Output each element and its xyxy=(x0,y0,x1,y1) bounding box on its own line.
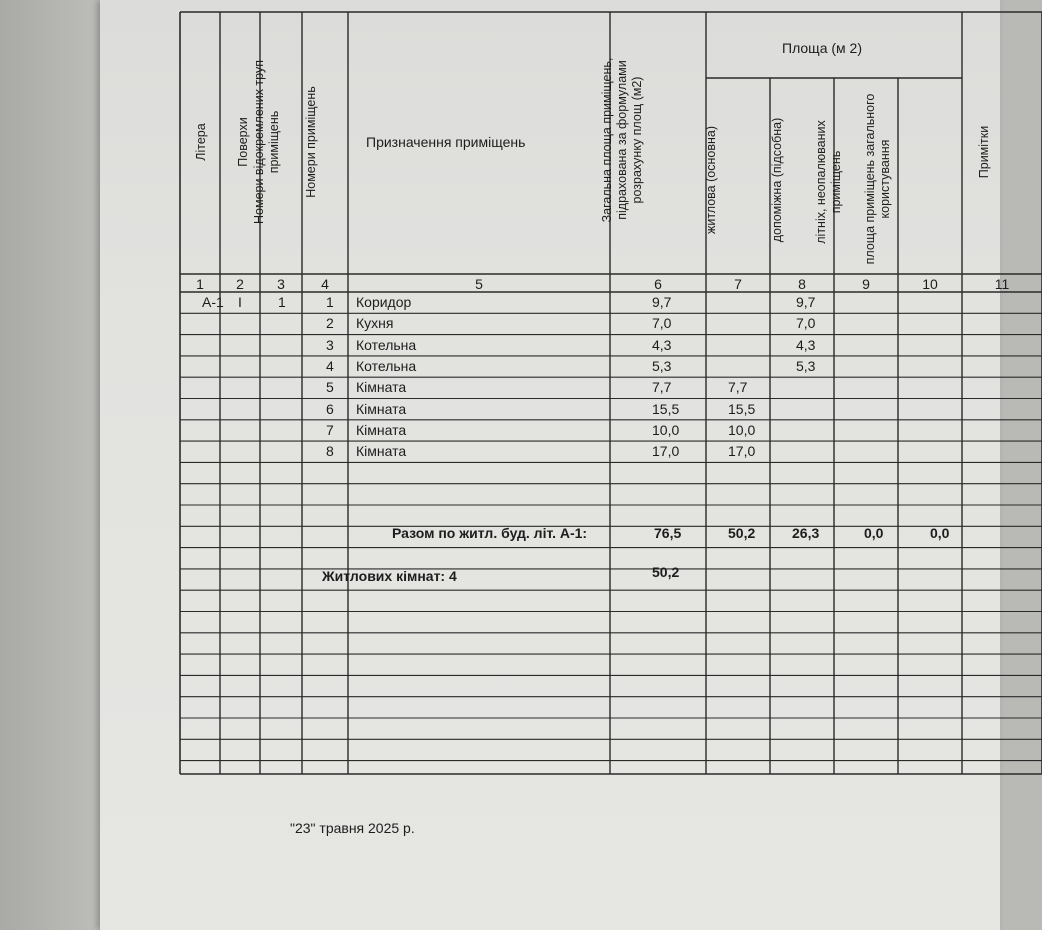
cell-purpose: Кухня xyxy=(356,315,394,332)
cell-purpose: Котельна xyxy=(356,357,417,374)
cell-total-area: 17,0 xyxy=(652,443,680,460)
cell-total-area: 5,3 xyxy=(652,357,672,374)
cell-room-number: 2 xyxy=(326,315,334,332)
header-room-groups: Номери відокремлених труп приміщень xyxy=(252,60,281,224)
room-area-table xyxy=(180,12,1042,774)
cell-living-area: 17,0 xyxy=(728,443,756,460)
totals-total: 76,5 xyxy=(654,525,682,541)
header-area-group: Площа (м 2) xyxy=(782,40,862,56)
cell-total-area: 7,0 xyxy=(652,315,672,332)
totals-label: Разом по житл. буд. літ. А-1: xyxy=(392,525,588,541)
cell-aux-area: 9,7 xyxy=(796,294,816,310)
cell-aux-area: 5,3 xyxy=(796,357,816,374)
cell-living-area: 7,7 xyxy=(728,379,748,396)
totals-common: 0,0 xyxy=(930,525,950,541)
header-living-area: житлова (основна) xyxy=(704,126,718,234)
column-number-5: 5 xyxy=(475,276,483,292)
header-floors: Поверхи xyxy=(236,117,250,167)
totals-living: 50,2 xyxy=(728,525,756,541)
cell-total-area: 9,7 xyxy=(652,294,672,310)
cell-living-area: 10,0 xyxy=(728,421,756,438)
cell-purpose: Кімната xyxy=(356,421,407,438)
cell-total-area: 7,7 xyxy=(652,379,672,396)
totals-summer: 0,0 xyxy=(864,525,884,541)
column-number-4: 4 xyxy=(321,276,329,292)
header-litera: Літера xyxy=(194,123,208,161)
cell-room-number: 6 xyxy=(326,400,334,417)
totals-aux: 26,3 xyxy=(792,525,820,541)
cell-room-number: 7 xyxy=(326,421,334,438)
cell-purpose: Кімната xyxy=(356,400,407,417)
cell-room-number: 4 xyxy=(326,357,334,374)
rooms-summary-value: 50,2 xyxy=(652,564,680,580)
header-aux-area: допоміжна (підсобна) xyxy=(770,117,784,243)
header-notes: Примітки xyxy=(977,125,991,179)
document-sheet xyxy=(100,0,1010,930)
cell-purpose: Коридор xyxy=(356,294,412,310)
cell-room-number: 1 xyxy=(326,294,334,310)
cell-aux-area: 4,3 xyxy=(796,336,816,353)
cell-aux-area: 7,0 xyxy=(796,315,816,332)
header-room-numbers: Номери приміщень xyxy=(304,86,318,198)
cell-total-area: 10,0 xyxy=(652,421,680,438)
column-number-8: 8 xyxy=(798,276,806,292)
column-number-6: 6 xyxy=(654,276,662,292)
header-purpose: Призначення приміщень xyxy=(366,134,526,150)
column-number-11: 11 xyxy=(994,276,1010,292)
page-background-left xyxy=(0,0,105,930)
column-number-3: 3 xyxy=(277,276,285,292)
column-number-1: 1 xyxy=(196,276,204,292)
column-number-2: 2 xyxy=(236,276,244,292)
column-number-7: 7 xyxy=(734,276,742,292)
cell-purpose: Котельна xyxy=(356,336,417,353)
cell-total-area: 15,5 xyxy=(652,400,680,417)
cell-room-number: 8 xyxy=(326,443,334,460)
cell-living-area: 15,5 xyxy=(728,400,756,417)
document-date: "23" травня 2025 р. xyxy=(290,820,415,836)
column-number-9: 9 xyxy=(862,276,870,292)
cell-litera: А-1 xyxy=(202,294,224,310)
column-number-10: 10 xyxy=(922,276,938,292)
cell-total-area: 4,3 xyxy=(652,336,672,353)
cell-purpose: Кімната xyxy=(356,379,407,396)
header-summer-area: літніх, неопалюваних приміщень xyxy=(814,120,843,244)
cell-room-number: 5 xyxy=(326,379,334,396)
cell-floor: І xyxy=(238,294,242,310)
cell-room-number: 3 xyxy=(326,336,334,353)
cell-purpose: Кімната xyxy=(356,443,407,460)
cell-group: 1 xyxy=(278,294,286,310)
rooms-summary-label: Житлових кімнат: 4 xyxy=(322,568,457,584)
header-total-area: Загальна площа приміщень, підрахована за формулами розрахунку площ (м2) xyxy=(600,57,644,223)
header-common-area: площа приміщень загального користування xyxy=(863,93,892,265)
